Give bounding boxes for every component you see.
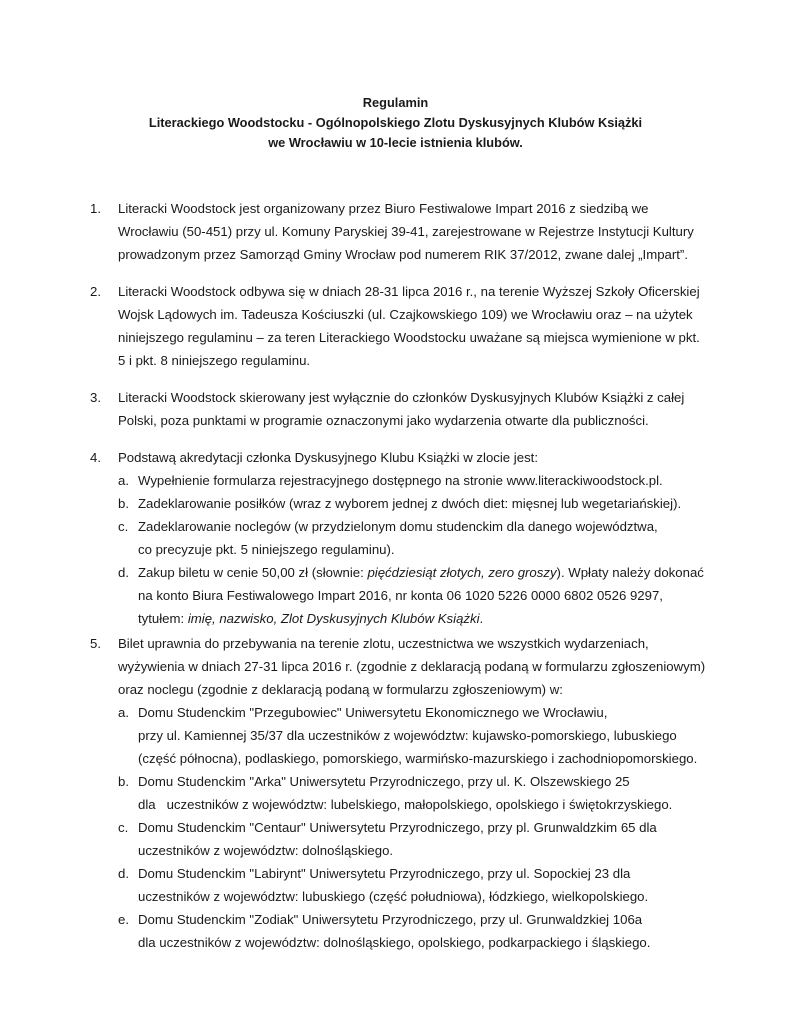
text-span: Zakup biletu w cenie 50,00 zł (słownie: bbox=[138, 565, 368, 580]
item-text-line: Polski, poza punktami w programie oznaczonymi jako wydarzenia otwarte dla publiczności. bbox=[118, 413, 649, 428]
item-text-line: wyżywienia w dniach 27-31 lipca 2016 r. (zgodnie z deklaracją podaną w formularzu zgłoszeniowym) bbox=[118, 659, 706, 674]
sub-item-letter: c. bbox=[118, 820, 129, 835]
sub-item-text-line: Zadeklarowanie posiłków (wraz z wyborem jednej z dwóch diet: mięsnej lub wegetariańskiej). bbox=[138, 496, 682, 511]
item-text-line: Podstawą akredytacji członka Dyskusyjnego Klubu Książki w zlocie jest: bbox=[118, 450, 538, 465]
item-text-line: oraz noclegu (zgodnie z deklaracją podaną w formularzu zgłoszeniowym) w: bbox=[118, 682, 563, 697]
sub-item-letter: d. bbox=[118, 565, 129, 580]
sub-item-text-line: Domu Studenckim "Przegubowiec" Uniwersytetu Ekonomicznego we Wrocławiu, bbox=[138, 705, 608, 720]
sub-item-text-line: Domu Studenckim "Zodiak" Uniwersytetu Przyrodniczego, przy ul. Grunwaldzkiej 106a bbox=[138, 912, 643, 927]
italic-text: pięćdziesiąt złotych, zero groszy bbox=[367, 565, 557, 580]
item-text-line: prowadzonym przez Samorząd Gminy Wrocław pod numerem RIK 37/2012, zwane dalej „Impart”. bbox=[118, 247, 688, 262]
sub-item-letter: a. bbox=[118, 473, 129, 488]
item-text-line: Literacki Woodstock skierowany jest wyłącznie do członków Dyskusyjnych Klubów Książki z całej bbox=[118, 390, 685, 405]
item-text-line: Bilet uprawnia do przebywania na terenie zlotu, uczestnictwa we wszystkich wydarzeniach, bbox=[118, 636, 649, 651]
sub-item-text-line: (część północna), podlaskiego, pomorskiego, warmińsko-mazurskiego i zachodniopomorskiego. bbox=[138, 751, 698, 766]
text-span: . bbox=[479, 611, 484, 626]
sub-item-text-line bbox=[138, 607, 483, 630]
item-number: 1. bbox=[90, 201, 101, 216]
sub-item-text-line: przy ul. Kamiennej 35/37 dla uczestników z województw: kujawsko-pomorskiego, lubuskiego bbox=[138, 728, 677, 743]
sub-item-text-line: uczestników z województw: dolnośląskiego. bbox=[138, 843, 394, 858]
sub-item-letter: e. bbox=[118, 912, 129, 927]
sub-item-text-line: Zadeklarowanie noclegów (w przydzielonym domu studenckim dla danego województwa, bbox=[138, 519, 658, 534]
item-text-line: Wrocławiu (50-451) przy ul. Komuny Paryskiej 39-41, zarejestrowane w Rejestrze Instytucji Kultury bbox=[118, 224, 694, 239]
sub-item-letter: a. bbox=[118, 705, 129, 720]
sub-item-text-line: na konto Biura Festiwalowego Impart 2016, nr konta 06 1020 5226 0000 6802 0526 9297, bbox=[138, 588, 663, 603]
sub-item-text-line: dla uczestników z województw: dolnośląskiego, opolskiego, podkarpackiego i śląskiego. bbox=[138, 935, 651, 950]
sub-item-text-line bbox=[138, 561, 704, 584]
sub-item-text-line: uczestników z województw: lubuskiego (część południowa), łódzkiego, wielkopolskiego. bbox=[138, 889, 649, 904]
sub-item-text-line: co precyzuje pkt. 5 niniejszego regulaminu). bbox=[138, 542, 395, 557]
item-number: 2. bbox=[90, 284, 101, 299]
sub-item-letter: d. bbox=[118, 866, 129, 881]
sub-item-letter: c. bbox=[118, 519, 129, 534]
item-text-line: Literacki Woodstock jest organizowany przez Biuro Festiwalowe Impart 2016 z siedzibą we bbox=[118, 201, 649, 216]
sub-item-text-line: Domu Studenckim "Arka" Uniwersytetu Przyrodniczego, przy ul. K. Olszewskiego 25 bbox=[138, 774, 630, 789]
item-number: 4. bbox=[90, 450, 101, 465]
sub-item-text-line: Domu Studenckim "Centaur" Uniwersytetu Przyrodniczego, przy pl. Grunwaldzkim 65 dla bbox=[138, 820, 657, 835]
text-span: ). Wpłaty należy dokonać bbox=[556, 565, 704, 580]
item-number: 5. bbox=[90, 636, 101, 651]
document-title bbox=[0, 93, 791, 153]
item-text-line: 5 i pkt. 8 niniejszego regulaminu. bbox=[118, 353, 311, 368]
title-line-3: we Wrocławiu w 10-lecie istnienia klubów. bbox=[268, 135, 523, 150]
italic-text: imię, nazwisko, Zlot Dyskusyjnych Klubów Książki bbox=[187, 611, 480, 626]
item-text-line: niniejszego regulaminu – za teren Literackiego Woodstocku uważane są miejsca wymienione w pkt. bbox=[118, 330, 700, 345]
sub-item-text-line: Domu Studenckim "Labirynt" Uniwersytetu Przyrodniczego, przy ul. Sopockiej 23 dla bbox=[138, 866, 631, 881]
sub-item-text-line: Wypełnienie formularza rejestracyjnego dostępnego na stronie www.literackiwoodstock.pl. bbox=[138, 473, 663, 488]
title-line-2: Literackiego Woodstocku - Ogólnopolskiego Zlotu Dyskusyjnych Klubów Książki bbox=[148, 115, 643, 130]
sub-item-letter: b. bbox=[118, 496, 129, 511]
text-span: tytułem: bbox=[138, 611, 188, 626]
item-text-line: Wojsk Lądowych im. Tadeusza Kościuszki (ul. Czajkowskiego 109) we Wrocławiu oraz – na użytek bbox=[118, 307, 693, 322]
item-text-line: Literacki Woodstock odbywa się w dniach 28-31 lipca 2016 r., na terenie Wyższej Szkoły Oficerskiej bbox=[118, 284, 700, 299]
item-number: 3. bbox=[90, 390, 101, 405]
sub-item-text-line: dla uczestników z województw: lubelskiego, małopolskiego, opolskiego i świętokrzyskiego. bbox=[138, 797, 673, 812]
sub-item-letter: b. bbox=[118, 774, 129, 789]
title-line-1: Regulamin bbox=[362, 95, 429, 110]
